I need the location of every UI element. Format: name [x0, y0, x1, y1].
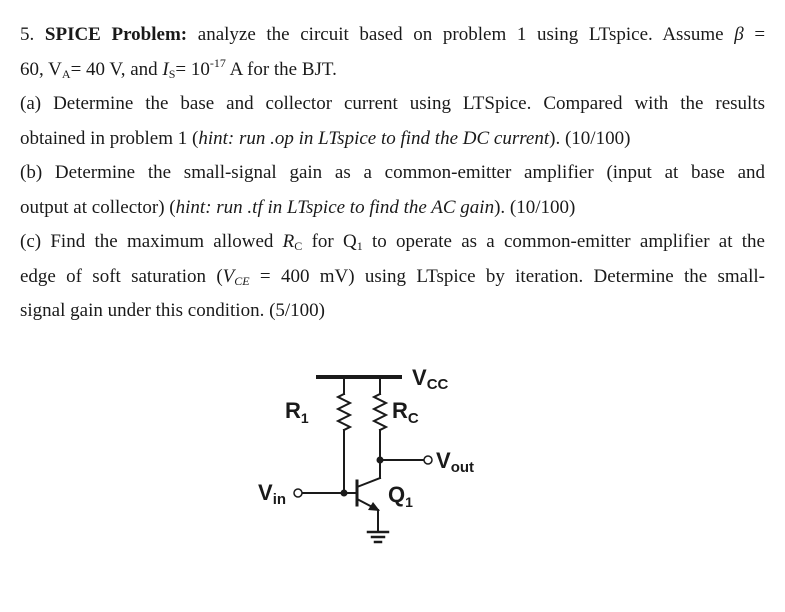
circuit-diagram — [240, 350, 510, 570]
rc-resistor — [374, 394, 386, 430]
vout-terminal — [424, 456, 432, 464]
part-a-line-2: obtained in problem 1 (hint: run .op in LTspice to find the DC current). (10/100) — [20, 127, 631, 149]
q1-label: $Q_1$ — [388, 482, 413, 510]
part-c-line-1: (c) Find the maximum allowed $R_C$ for $Q_1$ to operate as a common-emitter amplifier at the — [20, 231, 765, 253]
part-a-line-1: (a) Determine the base and collector current using LTSpice. Compared with the results — [20, 93, 765, 114]
rc-label: $R_C$ — [392, 398, 419, 427]
r1-resistor — [338, 394, 350, 430]
problem-number: 5. — [20, 24, 35, 45]
r1-label: $R_1$ — [285, 398, 309, 426]
vcc-label: VCC — [412, 365, 449, 393]
q1-collector — [357, 478, 380, 487]
part-c-line-2: edge of soft saturation ($V_{CE} = 400$ mV) using LTspice by iteration. Determine the small- — [20, 265, 766, 288]
problem-text — [20, 18, 765, 329]
problem-intro-line-1: 5. SPICE Problem: analyze the circuit based on problem 1 using LTspice. Assume β = — [20, 24, 766, 45]
beta-symbol: β — [734, 24, 744, 45]
junction-base — [341, 490, 348, 497]
junction-collector — [377, 457, 384, 464]
problem-intro-line-2: 60, $V_A= 40$ V, and $I_S= 10^{-17}$ A for the BJT. — [20, 55, 337, 81]
part-b-line-2: output at collector) (hint: run .tf in LTspice to find the AC gain). (10/100) — [20, 196, 576, 218]
vin-label: Vin — [258, 480, 287, 508]
vin-terminal — [294, 489, 302, 497]
vout-label: Vout — [436, 448, 475, 476]
part-c-line-3: signal gain under this condition. (5/100) — [20, 300, 326, 321]
problem-title: SPICE Problem: — [44, 24, 188, 45]
part-b-hint: hint: run .tf in LTspice to find the AC gain — [175, 196, 495, 218]
part-b-line-1: (b) Determine the small-signal gain as a common-emitter amplifier (input at base and — [20, 162, 765, 183]
part-a-hint: hint: run .op in LTspice to find the DC current — [198, 127, 550, 149]
